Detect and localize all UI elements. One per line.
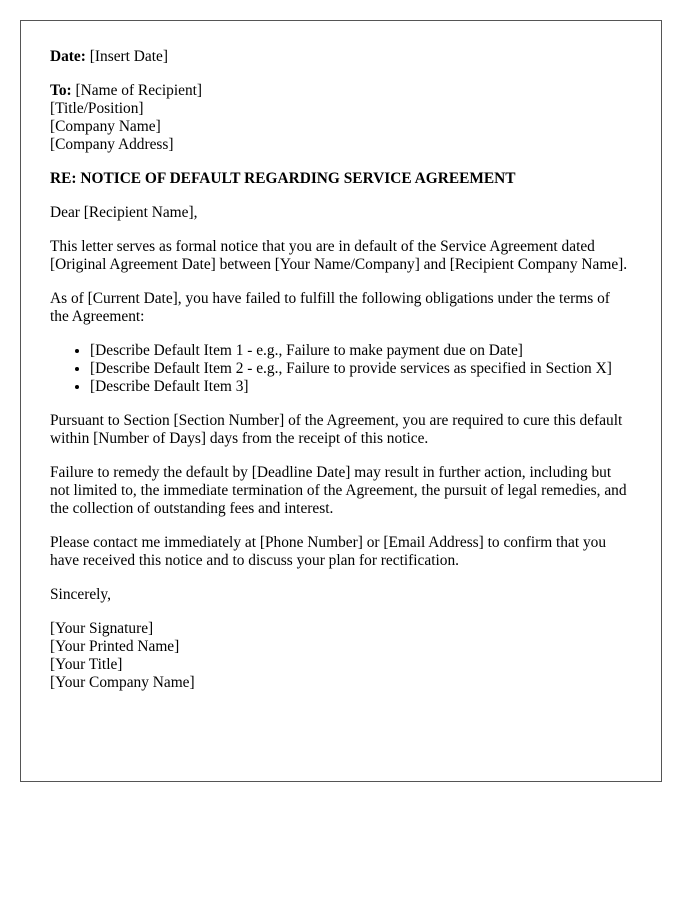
intro-paragraph: This letter serves as formal notice that you are in default of the Service Agreement dated [Original Agreement Date] between [Your Name/Company] and [Recipient Company Name].	[50, 238, 628, 273]
recipient-label: To:	[50, 82, 72, 99]
sender-printed-name: [Your Printed Name]	[50, 638, 180, 655]
recipient-address: [Company Address]	[50, 136, 174, 153]
sender-company: [Your Company Name]	[50, 674, 195, 691]
salutation: Dear [Recipient Name],	[50, 204, 198, 221]
default-item-3: • [Describe Default Item 3]	[90, 378, 632, 396]
date-label: Date:	[50, 48, 86, 65]
recipient-name-line	[50, 82, 632, 100]
sender-block	[50, 620, 632, 692]
letter-page	[20, 20, 662, 782]
default-items-list	[50, 342, 632, 396]
recipient-block	[50, 82, 632, 154]
date-line	[50, 48, 632, 66]
consequences-paragraph: Failure to remedy the default by [Deadline Date] may result in further action, including but not limited to, the immediate termination of the Agreement, the pursuit of legal remedies, and the collection of outstanding fees and interest.	[50, 464, 627, 517]
recipient-name: [Name of Recipient]	[75, 82, 203, 99]
recipient-title: [Title/Position]	[50, 100, 144, 117]
closing: Sincerely,	[50, 586, 111, 603]
date-value: [Insert Date]	[89, 48, 168, 65]
recipient-company: [Company Name]	[50, 118, 161, 135]
contact-paragraph: Please contact me immediately at [Phone Number] or [Email Address] to confirm that you have received this notice and to discuss your plan for rectification.	[50, 534, 607, 569]
default-item-1: • [Describe Default Item 1 - e.g., Failure to make payment due on Date]	[90, 342, 632, 360]
cure-paragraph: Pursuant to Section [Section Number] of the Agreement, you are required to cure this default within [Number of Days] days from the receipt of this notice.	[50, 412, 623, 447]
obligations-intro-paragraph: As of [Current Date], you have failed to fulfill the following obligations under the terms of the Agreement:	[50, 290, 610, 325]
subject-line: RE: NOTICE OF DEFAULT REGARDING SERVICE AGREEMENT	[50, 170, 516, 187]
default-item-2: • [Describe Default Item 2 - e.g., Failure to provide services as specified in Section X]	[90, 360, 632, 378]
sender-signature: [Your Signature]	[50, 620, 154, 637]
sender-title: [Your Title]	[50, 656, 123, 673]
